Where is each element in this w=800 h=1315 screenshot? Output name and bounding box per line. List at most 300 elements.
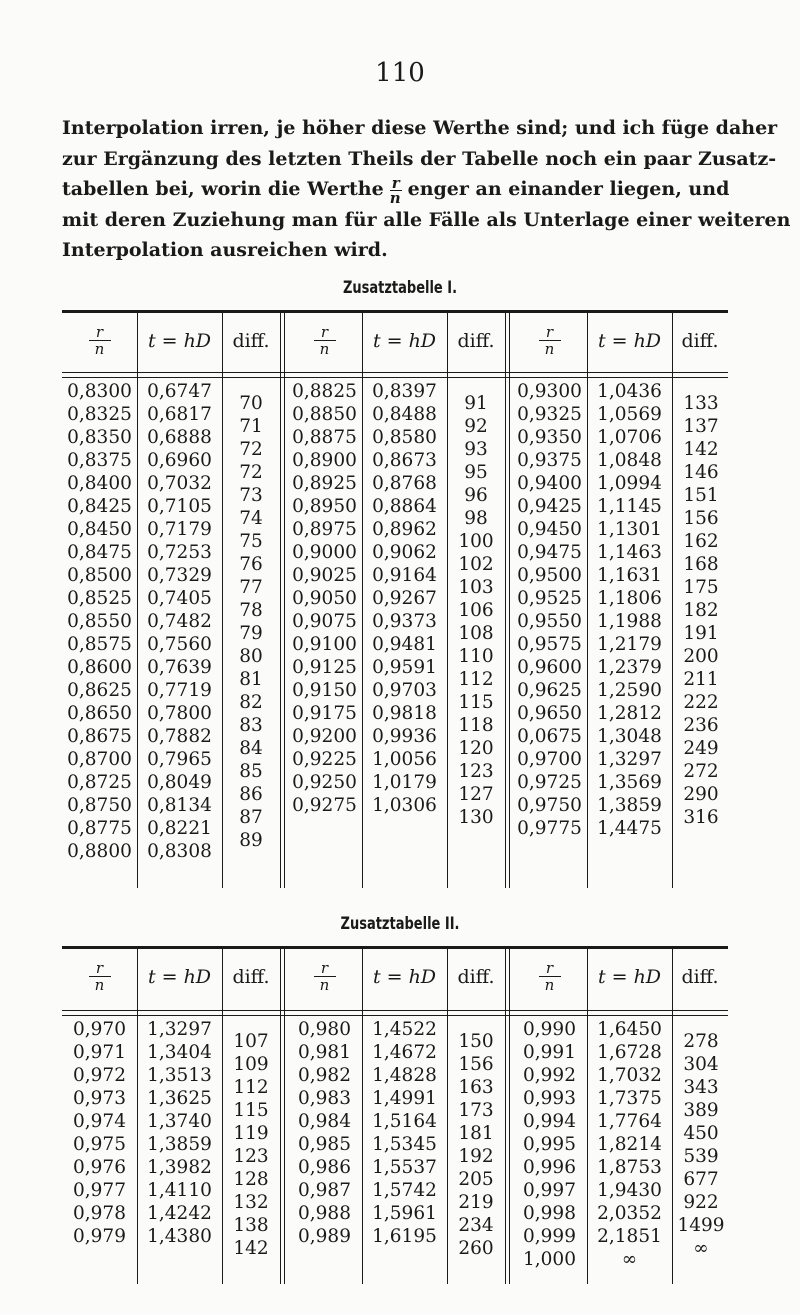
diff-value-cell: 211 [683,668,719,690]
r-over-n-value [512,380,587,840]
t-hd-value-cell: 1,0056 [372,749,437,770]
t-hd-value-cell: 1,3859 [597,795,662,816]
diff-value-cell: 222 [683,691,719,713]
r-over-n-value-cell: 0,8675 [67,726,132,747]
diff-value-cell: 92 [464,415,488,437]
diff-value-cell: 142 [233,1237,269,1259]
diff-value-cell: 120 [458,737,494,759]
diff-value-cell: 106 [458,599,494,621]
t-hd-value-cell: 0,8962 [372,519,437,540]
diff-value-cell: 79 [239,622,263,644]
paragraph-line-pre: tabellen bei, worin die Werthe [62,178,384,200]
paragraph-line-post: enger an einander liegen, und [407,178,730,200]
r-over-n-value-cell: 0,9150 [292,680,357,701]
header-t-hd: t = hD [372,330,437,352]
t-hd-value-cell: 1,3982 [147,1157,212,1178]
diff-value-cell: 156 [683,507,719,529]
r-over-n-value-cell: 0,996 [523,1157,576,1178]
diff-value-cell: 389 [683,1099,719,1121]
zusatztabelle-1 [62,310,728,892]
t-hd-value-cell: 0,9481 [372,634,437,655]
header-r-over-n [62,324,137,357]
t-hd-value-cell: 1,5164 [372,1111,437,1132]
diff-value-cell: 84 [239,737,263,759]
diff-value-cell: 1499 [677,1214,725,1236]
diff-value-cell: 191 [683,622,719,644]
r-over-n-value-cell: 0,8575 [67,634,132,655]
r-over-n-value-cell: 0,979 [73,1226,126,1247]
diff-value-cell: 123 [233,1145,269,1167]
r-over-n-value-cell: 0,9500 [517,565,582,586]
t-hd-value-cell: 1,1301 [597,519,662,540]
t-hd-value-cell: 0,7639 [147,657,212,678]
header-diff: diff. [681,330,719,352]
diff-value-cell: 78 [239,599,263,621]
t-hd-value-cell: 0,8488 [372,404,437,425]
t-hd-value-cell: 1,4828 [372,1065,437,1086]
paragraph-line: mit deren Zuziehung man für alle Fälle als Unterlage einer weiteren [62,208,791,231]
r-over-n-value-cell: 0,9650 [517,703,582,724]
diff-value-cell: 290 [683,783,719,805]
header-t-hd: t = hD [147,966,212,988]
diff-value-cell: 107 [233,1030,269,1052]
t-hd-value-cell: 1,0436 [597,381,662,402]
r-over-n-value-cell: 0,9400 [517,473,582,494]
r-over-n-value-cell: 0,8800 [67,841,132,862]
header-frac-den: n [94,976,105,994]
header-frac-den: n [94,340,105,358]
diff-value-cell: 192 [458,1145,494,1167]
r-over-n-value-cell: 0,0675 [517,726,582,747]
diff-value-cell: 272 [683,760,719,782]
r-over-n-value-cell: 0,989 [298,1226,351,1247]
diff-value-cell: 98 [464,507,488,529]
r-over-n-value [62,380,137,863]
diff-value-cell: 162 [683,530,719,552]
diff-value-cell: 109 [233,1053,269,1075]
r-over-n-value-cell: 0,8925 [292,473,357,494]
diff-value-cell: 71 [239,415,263,437]
r-over-n-value-cell: 0,978 [73,1203,126,1224]
diff-value-cell: 450 [683,1122,719,1144]
diff-value-cell: 103 [458,576,494,598]
body-paragraph [62,113,791,266]
diff-value [672,392,730,829]
t-hd-value-cell: 1,5537 [372,1157,437,1178]
r-over-n-value-cell: 0,9750 [517,795,582,816]
diff-value-cell: 173 [458,1099,494,1121]
diff-value-cell: 922 [683,1191,719,1213]
r-over-n-value-cell: 0,992 [523,1065,576,1086]
r-over-n-value-cell: 0,987 [298,1180,351,1201]
t-hd-value-cell: 0,8864 [372,496,437,517]
r-over-n-value-cell: 0,980 [298,1019,351,1040]
header-frac-num: r [539,960,561,977]
diff-value-cell: 75 [239,530,263,552]
diff-value-cell: 304 [683,1053,719,1075]
header-t-hd: t = hD [597,330,662,352]
paragraph-line-with-fraction [62,174,728,205]
diff-value-cell: 96 [464,484,488,506]
t-hd-value-cell: 1,3859 [147,1134,212,1155]
r-over-n-value-cell: 0,982 [298,1065,351,1086]
t-hd-value-cell: 1,4242 [147,1203,212,1224]
r-over-n-value-cell: 0,994 [523,1111,576,1132]
r-over-n-value-cell: 0,8625 [67,680,132,701]
diff-value [447,392,505,829]
t-hd-value-cell: 2,0352 [597,1203,662,1224]
t-hd-value [587,380,672,840]
r-over-n-value-cell: 0,983 [298,1088,351,1109]
diff-value-cell: 115 [458,691,494,713]
diff-value-cell: 87 [239,806,263,828]
diff-value-cell: 175 [683,576,719,598]
header-diff: diff. [681,966,719,988]
r-over-n-value-cell: 0,8725 [67,772,132,793]
t-hd-value-cell: 1,3625 [147,1088,212,1109]
r-over-n-value-cell: 0,9125 [292,657,357,678]
t-hd-value-cell: 1,3740 [147,1111,212,1132]
t-hd-value-cell: 0,8134 [147,795,212,816]
t-hd-value-cell: 0,7253 [147,542,212,563]
r-over-n-value-cell: 0,8400 [67,473,132,494]
t-hd-value-cell: 0,8673 [372,450,437,471]
diff-value-cell: 138 [233,1214,269,1236]
t-hd-value-cell: 1,0848 [597,450,662,471]
r-over-n-value-cell: 0,974 [73,1111,126,1132]
t-hd-value-cell: 0,8049 [147,772,212,793]
t-hd-value [362,1018,447,1248]
t-hd-value-cell: 0,7032 [147,473,212,494]
t-hd-value-cell: 0,7405 [147,588,212,609]
t-hd-value-cell: 1,0706 [597,427,662,448]
t-hd-value-cell: 1,6728 [597,1042,662,1063]
header-frac-den: n [544,340,555,358]
r-over-n-value-cell: 0,9525 [517,588,582,609]
t-hd-value-cell: 1,8214 [597,1134,662,1155]
t-hd-value-cell: 0,7965 [147,749,212,770]
r-over-n-value-cell: 0,9575 [517,634,582,655]
header-frac-num: r [314,324,336,341]
diff-value-cell: 150 [458,1030,494,1052]
t-hd-value-cell: 0,7719 [147,680,212,701]
r-over-n-value-cell: 0,976 [73,1157,126,1178]
r-over-n-value-cell: 0,8650 [67,703,132,724]
r-over-n-value-cell: 0,8875 [292,427,357,448]
r-over-n-value-cell: 0,991 [523,1042,576,1063]
diff-value-cell: 70 [239,392,263,414]
t-hd-value-cell: 1,0306 [372,795,437,816]
r-over-n-value-cell: 0,975 [73,1134,126,1155]
diff-value-cell: 81 [239,668,263,690]
diff-value-cell: 76 [239,553,263,575]
r-over-n-value-cell: 0,8775 [67,818,132,839]
r-over-n-value-cell: 0,9275 [292,795,357,816]
diff-value-cell: 156 [458,1053,494,1075]
header-t-hd: t = hD [597,966,662,988]
r-over-n-value-cell: 0,9325 [517,404,582,425]
diff-value-cell: 118 [458,714,494,736]
diff-value-cell: 146 [683,461,719,483]
t-hd-value-cell: 1,0179 [372,772,437,793]
t-hd-value-cell: 2,1851 [597,1226,662,1247]
r-over-n-value-cell: 0,998 [523,1203,576,1224]
t-hd-value [137,1018,222,1248]
r-over-n-value-cell: 0,970 [73,1019,126,1040]
diff-value-cell: 102 [458,553,494,575]
header-diff: diff. [457,330,495,352]
r-over-n-value-cell: 0,993 [523,1088,576,1109]
diff-value-cell: 142 [683,438,719,460]
t-hd-value-cell: 1,4475 [597,818,662,839]
diff-value-cell: 108 [458,622,494,644]
r-over-n-value-cell: 0,990 [523,1019,576,1040]
t-hd-value-cell: 0,7179 [147,519,212,540]
t-hd-value-cell: 1,6450 [597,1019,662,1040]
r-over-n-value-cell: 0,9300 [517,381,582,402]
diff-value-cell: 91 [464,392,488,414]
zusatztabelle-2 [62,946,728,1286]
diff-value-cell: 539 [683,1145,719,1167]
table1-caption: Zusatztabelle I. [342,278,458,298]
header-r-over-n [287,324,362,357]
paragraph-line: zur Ergänzung des letzten Theils der Tabelle noch ein paar Zusatz- [62,147,777,170]
header-r-over-n [512,960,587,993]
t-hd-value-cell: 1,5742 [372,1180,437,1201]
r-over-n-value-cell: 0,986 [298,1157,351,1178]
r-over-n-value [287,1018,362,1248]
diff-value-cell: 343 [683,1076,719,1098]
header-diff: diff. [232,330,270,352]
header-r-over-n [287,960,362,993]
page-number: 110 [375,58,425,88]
t-hd-value-cell: 0,7105 [147,496,212,517]
diff-value-cell: 123 [458,760,494,782]
r-over-n-value-cell: 0,997 [523,1180,576,1201]
header-r-over-n [512,324,587,357]
t-hd-value-cell: 1,3404 [147,1042,212,1063]
diff-value [222,1030,280,1260]
t-hd-value-cell: 1,1145 [597,496,662,517]
t-hd-value-cell: 1,4522 [372,1019,437,1040]
r-over-n-value-cell: 0,8375 [67,450,132,471]
diff-value-cell: 112 [458,668,494,690]
t-hd-value-cell: 1,7032 [597,1065,662,1086]
r-over-n-value-cell: 0,9025 [292,565,357,586]
paragraph-line: Interpolation ausreichen wird. [62,239,388,261]
r-over-n-value-cell: 0,9475 [517,542,582,563]
t-hd-value-cell: 0,9062 [372,542,437,563]
header-diff: diff. [232,966,270,988]
diff-value [222,392,280,852]
diff-value-cell: 278 [683,1030,719,1052]
t-hd-value-cell: 1,3297 [597,749,662,770]
r-over-n-value-cell: 0,8525 [67,588,132,609]
r-over-n-value-cell: 0,9725 [517,772,582,793]
r-over-n-value-cell: 0,8325 [67,404,132,425]
t-hd-value-cell: 1,4672 [372,1042,437,1063]
diff-value-cell: 74 [239,507,263,529]
diff-value-cell: 72 [239,461,263,483]
header-r-over-n [62,960,137,993]
r-over-n-value-cell: 0,8550 [67,611,132,632]
t-hd-value-cell: 0,6888 [147,427,212,448]
t-hd-value-cell: 0,9818 [372,703,437,724]
r-over-n-value-cell: 0,8825 [292,381,357,402]
t-hd-value-cell: 1,6195 [372,1226,437,1247]
t-hd-value-cell: 0,9703 [372,680,437,701]
t-hd-value-cell: 1,5345 [372,1134,437,1155]
r-over-n-value-cell: 0,8300 [67,381,132,402]
t-hd-value-cell: 1,0994 [597,473,662,494]
diff-value-cell: 205 [458,1168,494,1190]
diff-value-cell: 137 [683,415,719,437]
t-hd-value-cell: 1,8753 [597,1157,662,1178]
r-over-n-value-cell: 0,988 [298,1203,351,1224]
r-over-n-value-cell: 0,9775 [517,818,582,839]
diff-value-cell: 86 [239,783,263,805]
t-hd-value-cell: 0,8221 [147,818,212,839]
t-hd-value-cell: 0,7482 [147,611,212,632]
diff-value-cell: 115 [233,1099,269,1121]
t-hd-value-cell: 1,7764 [597,1111,662,1132]
r-over-n-value-cell: 0,995 [523,1134,576,1155]
diff-value-cell: 93 [464,438,488,460]
r-over-n-value-cell: 0,8425 [67,496,132,517]
diff-value-cell: 83 [239,714,263,736]
diff-value-cell: 77 [239,576,263,598]
diff-value-cell: 72 [239,438,263,460]
t-hd-value [137,380,222,863]
t-hd-value-cell: 1,2590 [597,680,662,701]
t-hd-value-cell: 1,0569 [597,404,662,425]
header-frac-num: r [539,324,561,341]
r-over-n-value-cell: 0,8975 [292,519,357,540]
r-over-n-value-cell: 0,9225 [292,749,357,770]
diff-value-cell: 151 [683,484,719,506]
t-hd-value-cell: 1,1463 [597,542,662,563]
r-over-n-value-cell: 0,972 [73,1065,126,1086]
r-over-n-value-cell: 0,9375 [517,450,582,471]
table2-caption: Zusatztabelle II. [340,914,460,934]
r-over-n-value-cell: 0,9100 [292,634,357,655]
t-hd-value-cell: 1,1806 [597,588,662,609]
diff-value-cell: 112 [233,1076,269,1098]
t-hd-value-cell: 0,7329 [147,565,212,586]
diff-value-cell: 95 [464,461,488,483]
r-over-n-value-cell: 0,8850 [292,404,357,425]
r-over-n-value-cell: 0,9175 [292,703,357,724]
diff-value-cell: 163 [458,1076,494,1098]
r-over-n-value-cell: 0,8900 [292,450,357,471]
r-over-n-value [62,1018,137,1248]
t-hd-value-cell: 1,3297 [147,1019,212,1040]
header-frac-num: r [89,324,111,341]
r-over-n-value [287,380,362,817]
t-hd-value-cell: 1,4110 [147,1180,212,1201]
r-over-n-value-cell: 0,9075 [292,611,357,632]
r-over-n-value-cell: 0,8700 [67,749,132,770]
diff-value-cell: 110 [458,645,494,667]
header-t-hd: t = hD [147,330,212,352]
t-hd-value-cell: 0,8580 [372,427,437,448]
r-over-n-value-cell: 0,8950 [292,496,357,517]
diff-value-cell: 133 [683,392,719,414]
header-frac-num: r [89,960,111,977]
r-over-n-value-cell: 0,9250 [292,772,357,793]
header-diff: diff. [457,966,495,988]
r-over-n-value-cell: 0,985 [298,1134,351,1155]
r-over-n-value-cell: 0,999 [523,1226,576,1247]
diff-value-cell: 236 [683,714,719,736]
t-hd-value-cell: 1,9430 [597,1180,662,1201]
r-over-n-value-cell: 0,9350 [517,427,582,448]
header-frac-num: r [314,960,336,977]
t-hd-value-cell: 1,2179 [597,634,662,655]
r-over-n-value-cell: 0,984 [298,1111,351,1132]
diff-value-cell: 132 [233,1191,269,1213]
diff-value-cell: 80 [239,645,263,667]
diff-value-cell: 234 [458,1214,494,1236]
t-hd-value-cell: 1,2812 [597,703,662,724]
header-frac-den: n [544,976,555,994]
diff-value-cell: 128 [233,1168,269,1190]
t-hd-value-cell: 0,9164 [372,565,437,586]
r-over-n-value-cell: 0,9000 [292,542,357,563]
diff-value-cell: 119 [233,1122,269,1144]
diff-value-cell: ∞ [693,1237,709,1259]
diff-value-cell: 85 [239,760,263,782]
diff-value-cell: 73 [239,484,263,506]
r-over-n-value-cell: 0,8600 [67,657,132,678]
t-hd-value-cell: 0,8397 [372,381,437,402]
diff-value [447,1030,505,1260]
r-over-n-value-cell: 0,9600 [517,657,582,678]
diff-value-cell: 182 [683,599,719,621]
r-over-n-value-cell: 0,8450 [67,519,132,540]
diff-value-cell: 130 [458,806,494,828]
diff-value-cell: 100 [458,530,494,552]
header-frac-den: n [319,340,330,358]
t-hd-value-cell: ∞ [621,1249,638,1270]
r-over-n-value-cell: 0,981 [298,1042,351,1063]
t-hd-value-cell: 1,4380 [147,1226,212,1247]
diff-value-cell: 260 [458,1237,494,1259]
t-hd-value-cell: 0,8768 [372,473,437,494]
t-hd-value-cell: 1,3513 [147,1065,212,1086]
r-over-n-value-cell: 0,8350 [67,427,132,448]
header-frac-den: n [319,976,330,994]
diff-value-cell: 89 [239,829,263,851]
diff-value-cell: 219 [458,1191,494,1213]
diff-value-cell: 127 [458,783,494,805]
t-hd-value-cell: 0,8308 [147,841,212,862]
r-over-n-value-cell: 0,8750 [67,795,132,816]
r-over-n-value-cell: 0,971 [73,1042,126,1063]
diff-value [672,1030,730,1260]
t-hd-value-cell: 1,5961 [372,1203,437,1224]
t-hd-value-cell: 1,2379 [597,657,662,678]
r-over-n-value-cell: 0,9625 [517,680,582,701]
diff-value-cell: 168 [683,553,719,575]
paragraph-line: Interpolation irren, je höher diese Werthe sind; und ich füge daher [62,117,778,139]
t-hd-value [587,1018,672,1271]
t-hd-value-cell: 0,7560 [147,634,212,655]
header-t-hd: t = hD [372,966,437,988]
diff-value-cell: 249 [683,737,719,759]
r-over-n-value-cell: 0,9050 [292,588,357,609]
t-hd-value-cell: 0,7882 [147,726,212,747]
